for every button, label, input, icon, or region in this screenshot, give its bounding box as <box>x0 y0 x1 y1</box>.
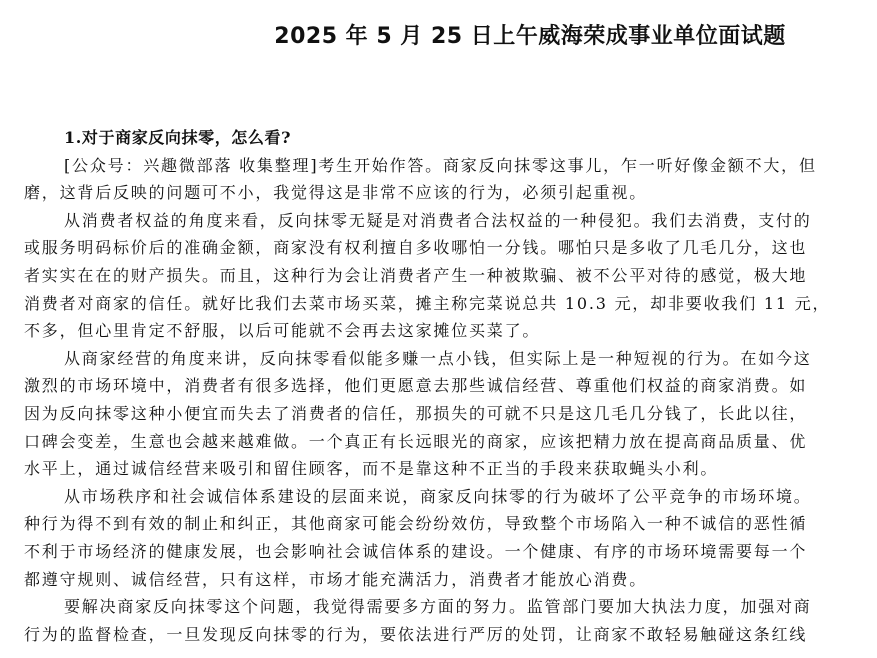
text-line: 从市场秩序和社会诚信体系建设的层面来说，商家反向抹零的行为破坏了公平竞争的市场环境。 <box>64 486 812 506</box>
text-line: 要解决商家反向抹零这个问题，我觉得需要多方面的努力。监管部门要加大执法力度，加强对商 <box>64 597 812 617</box>
text-line: 消费者对商家的信任。就好比我们去菜市场买菜，摊主称完菜说总共 10.3 元，却非要收我们 11 元， <box>24 293 831 313</box>
text-line: 从消费者权益的角度来看，反向抹零无疑是对消费者合法权益的一种侵犯。我们去消费，支付的 <box>64 210 812 230</box>
text-line: 水平上，通过诚信经营来吸引和留住顾客，而不是靠这种不正当的手段来获取蝇头小利。 <box>24 459 719 479</box>
text-line: 不利于市场经济的健康发展，也会影响社会诚信体系的建设。一个健康、有序的市场环境需要每一个 <box>24 541 808 561</box>
text-line: 因为反向抹零这种小便宜而失去了消费者的信任，那损失的可就不只是这几毛几分钱了，长此以往， <box>24 403 808 423</box>
text-line: 口碑会变差，生意也会越来越难做。一个真正有长远眼光的商家，应该把精力放在提高商品质量、优 <box>24 431 808 451</box>
text-line: 都遵守规则、诚信经营，只有这样，市场才能充满活力，消费者才能放心消费。 <box>24 569 648 589</box>
text-line: [公众号：兴趣微部落 收集整理]考生开始作答。商家反向抹零这事儿，乍一听好像金额不大，但 <box>64 155 817 175</box>
text-line: 磨，这背后反映的问题可不小，我觉得这是非常不应该的行为，必须引起重视。 <box>24 183 648 203</box>
text-line: 行为的监督检查，一旦发现反向抹零的行为，要依法进行严厉的处罚，让商家不敢轻易触碰这条红线 <box>24 624 808 644</box>
text-line: 种行为得不到有效的制止和纠正，其他商家可能会纷纷效仿，导致整个市场陷入一种不诚信的恶性循 <box>24 514 808 534</box>
question-heading: 1.对于商家反向抹零，怎么看? <box>64 128 292 147</box>
text-line: 不多，但心里肯定不舒服，以后可能就不会再去这家摊位买菜了。 <box>24 321 541 341</box>
text-line: 激烈的市场环境中，消费者有很多选择，他们更愿意去那些诚信经营、尊重他们权益的商家消费。如 <box>24 376 808 396</box>
text-line: 者实实在在的财产损失。而且，这种行为会让消费者产生一种被欺骗、被不公平对待的感觉，极大地 <box>24 265 808 285</box>
text-line: 从商家经营的角度来讲，反向抹零看似能多赚一点小钱，但实际上是一种短视的行为。在如今这 <box>64 348 812 368</box>
document-body <box>24 124 877 648</box>
answer-text <box>24 152 877 649</box>
document-title: 2025 年 5 月 25 日上午威海荣成事业单位面试题 <box>274 24 786 49</box>
text-line: 或服务明码标价后的准确金额，商家没有权利擅自多收哪怕一分钱。哪怕只是多收了几毛几分，这也 <box>24 238 808 258</box>
